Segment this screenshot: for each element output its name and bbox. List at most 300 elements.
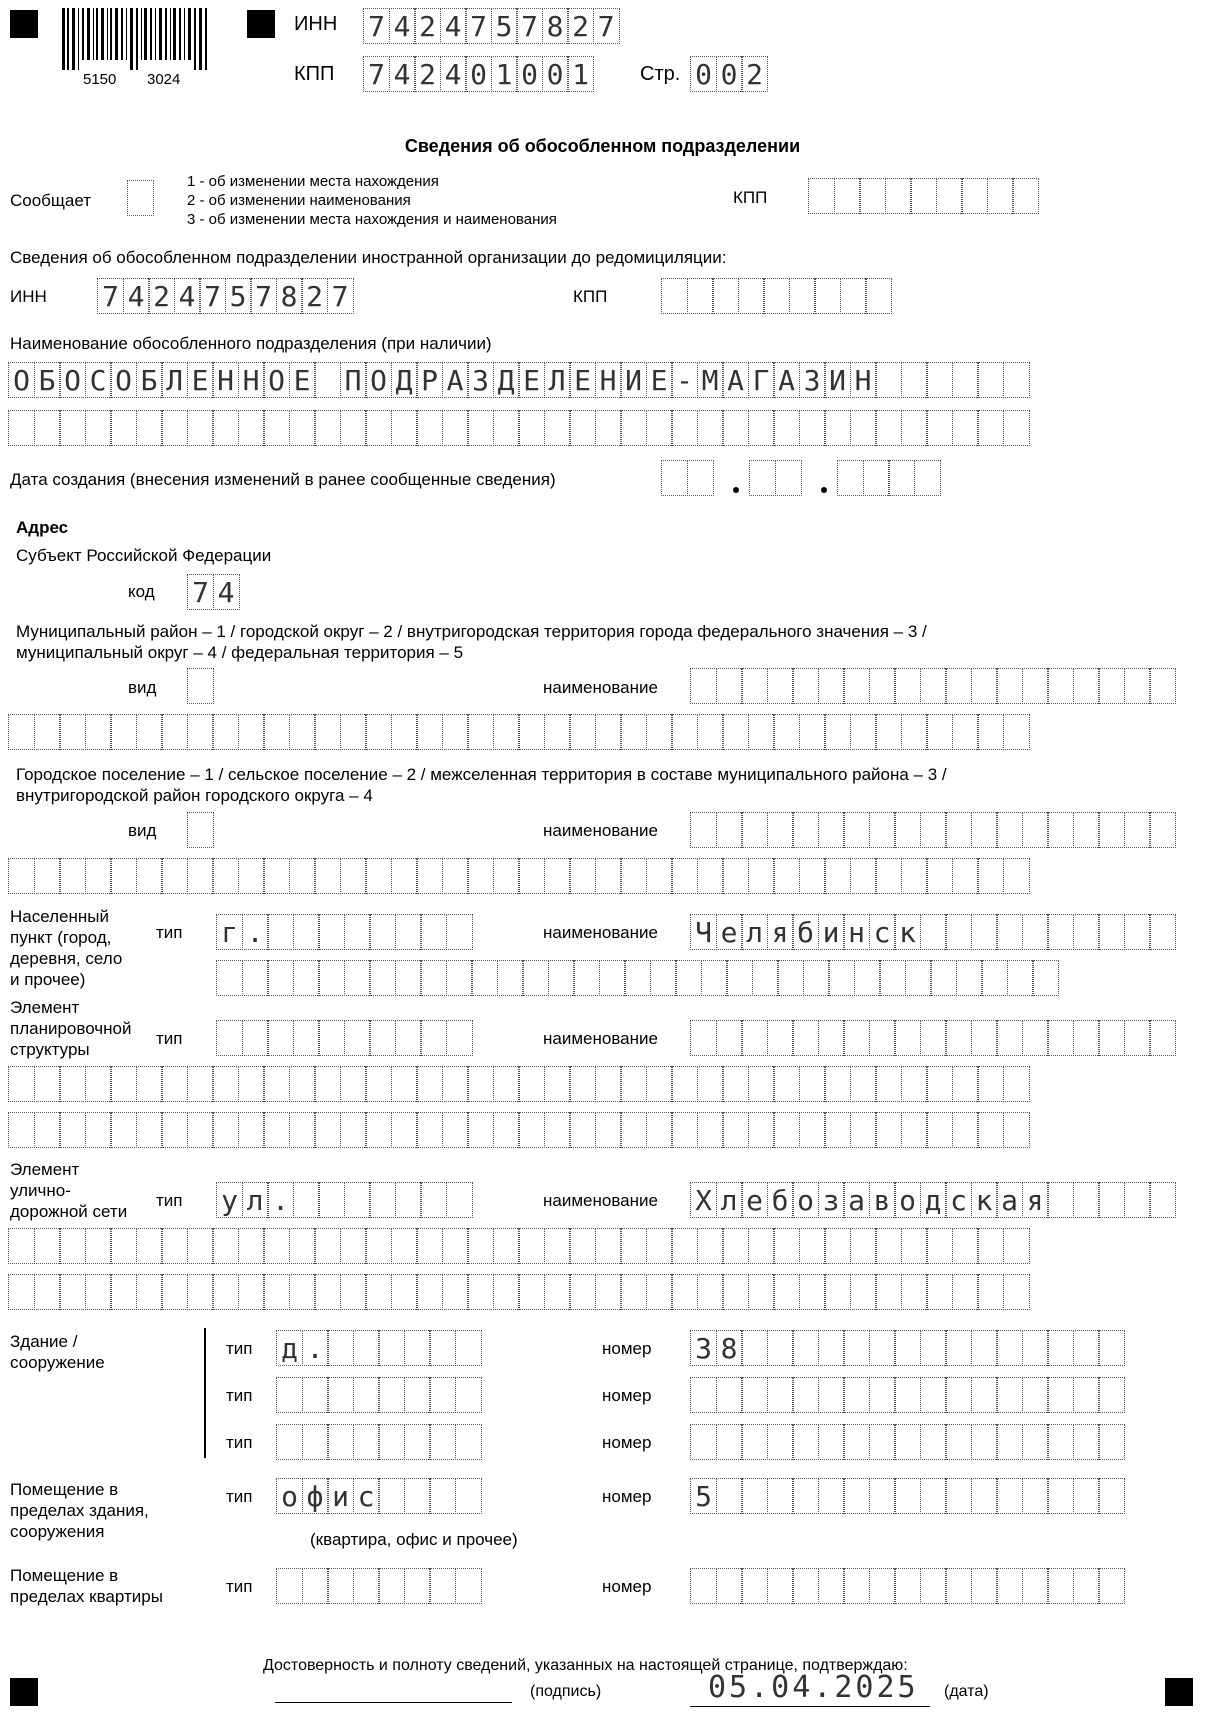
char-cell[interactable] [493,410,520,446]
char-cell[interactable] [467,858,494,894]
char-cell[interactable] [59,1112,86,1148]
char-cell[interactable] [569,1274,596,1310]
char-cell[interactable] [263,1228,290,1264]
char-cell[interactable] [646,1274,673,1310]
char-cell[interactable] [767,1478,794,1514]
char-cell[interactable] [748,1066,775,1102]
char-cell[interactable] [716,1568,743,1604]
char-cell[interactable] [442,410,469,446]
char-cell[interactable]: с [945,1182,972,1218]
char-cell[interactable]: о [276,1478,303,1514]
char-cell[interactable]: О [365,362,392,398]
char-cell[interactable] [818,1330,845,1366]
char-cell[interactable]: 0 [716,56,743,92]
char-cell[interactable] [690,812,717,848]
char-cell[interactable] [344,914,371,950]
char-cell[interactable] [824,1066,851,1102]
char-cell[interactable] [187,668,214,704]
char-cell[interactable] [840,278,867,314]
date-day-cells[interactable] [661,460,712,496]
char-cell[interactable] [1022,1330,1049,1366]
char-cell[interactable] [136,1112,163,1148]
char-cell[interactable] [1047,1020,1074,1056]
char-cell[interactable] [136,714,163,750]
char-cell[interactable] [1098,812,1125,848]
char-cell[interactable] [493,858,520,894]
char-cell[interactable] [276,1377,303,1413]
char-cell[interactable]: а [996,1182,1023,1218]
char-cell[interactable]: г [216,914,243,950]
char-cell[interactable] [391,1274,418,1310]
building-number-cells-1[interactable] [690,1330,1124,1366]
plan-name-row-3[interactable] [8,1112,1028,1148]
locality-name-row-1[interactable] [690,914,1175,950]
char-cell[interactable] [920,1478,947,1514]
char-cell[interactable] [544,858,571,894]
street-name-row-3[interactable] [8,1274,1028,1310]
char-cell[interactable]: И [824,362,851,398]
char-cell[interactable] [799,1228,826,1264]
char-cell[interactable] [981,960,1008,996]
char-cell[interactable] [808,178,835,214]
char-cell[interactable] [34,858,61,894]
char-cell[interactable] [518,410,545,446]
char-cell[interactable] [741,1424,768,1460]
char-cell[interactable] [926,1274,953,1310]
char-cell[interactable] [748,1228,775,1264]
char-cell[interactable] [977,410,1004,446]
char-cell[interactable] [365,1274,392,1310]
char-cell[interactable] [110,858,137,894]
char-cell[interactable]: л [716,1182,743,1218]
char-cell[interactable]: 7 [465,8,492,44]
char-cell[interactable]: с [353,1478,380,1514]
char-cell[interactable] [212,410,239,446]
char-cell[interactable]: - [671,362,698,398]
char-cell[interactable] [777,960,804,996]
char-cell[interactable] [493,1112,520,1148]
char-cell[interactable] [716,1478,743,1514]
char-cell[interactable] [850,1228,877,1264]
char-cell[interactable]: Е [646,362,673,398]
char-cell[interactable]: 7 [363,56,390,92]
char-cell[interactable] [518,1228,545,1264]
municipal-kind-cell[interactable] [187,668,213,704]
char-cell[interactable]: Е [289,362,316,398]
reports-cell[interactable] [127,180,153,216]
char-cell[interactable]: а [843,1182,870,1218]
char-cell[interactable] [996,1568,1023,1604]
char-cell[interactable] [395,960,422,996]
char-cell[interactable] [369,1182,396,1218]
char-cell[interactable] [996,914,1023,950]
char-cell[interactable]: 2 [741,56,768,92]
char-cell[interactable] [1124,1182,1151,1218]
char-cell[interactable] [850,714,877,750]
char-cell[interactable] [789,278,816,314]
char-cell[interactable] [1098,1020,1125,1056]
char-cell[interactable] [1047,812,1074,848]
char-cell[interactable] [716,1377,743,1413]
char-cell[interactable] [518,858,545,894]
char-cell[interactable]: Д [493,362,520,398]
char-cell[interactable] [716,812,743,848]
char-cell[interactable] [569,858,596,894]
char-cell[interactable] [110,1066,137,1102]
char-cell[interactable] [850,1112,877,1148]
char-cell[interactable] [773,858,800,894]
char-cell[interactable] [1003,1112,1030,1148]
char-cell[interactable] [365,1228,392,1264]
char-cell[interactable] [741,1330,768,1366]
char-cell[interactable]: И [620,362,647,398]
street-name-row-2[interactable] [8,1228,1028,1264]
foreign-kpp-cells[interactable] [661,278,891,314]
char-cell[interactable] [344,1020,371,1056]
char-cell[interactable] [773,1274,800,1310]
char-cell[interactable] [289,858,316,894]
char-cell[interactable] [34,1274,61,1310]
char-cell[interactable] [1073,1377,1100,1413]
char-cell[interactable] [646,858,673,894]
char-cell[interactable] [110,1228,137,1264]
char-cell[interactable] [1032,960,1059,996]
char-cell[interactable] [522,960,549,996]
char-cell[interactable] [885,178,912,214]
char-cell[interactable] [767,1424,794,1460]
char-cell[interactable] [1098,1424,1125,1460]
char-cell[interactable] [216,960,243,996]
char-cell[interactable] [289,1066,316,1102]
char-cell[interactable] [920,1568,947,1604]
char-cell[interactable]: 7 [250,278,277,314]
char-cell[interactable] [136,858,163,894]
char-cell[interactable] [212,1112,239,1148]
char-cell[interactable]: З [467,362,494,398]
char-cell[interactable] [446,960,473,996]
char-cell[interactable] [391,410,418,446]
char-cell[interactable] [1003,714,1030,750]
char-cell[interactable] [1003,858,1030,894]
char-cell[interactable] [620,858,647,894]
char-cell[interactable] [340,1066,367,1102]
char-cell[interactable]: 8 [542,8,569,44]
char-cell[interactable] [544,714,571,750]
char-cell[interactable]: 4 [389,56,416,92]
char-cell[interactable] [952,858,979,894]
char-cell[interactable] [843,668,870,704]
char-cell[interactable]: е [741,1182,768,1218]
char-cell[interactable] [1149,812,1176,848]
char-cell[interactable] [748,1274,775,1310]
char-cell[interactable] [741,1377,768,1413]
char-cell[interactable] [365,858,392,894]
char-cell[interactable] [901,858,928,894]
char-cell[interactable]: с [869,914,896,950]
char-cell[interactable] [824,714,851,750]
char-cell[interactable] [391,1112,418,1148]
char-cell[interactable] [242,1020,269,1056]
char-cell[interactable] [1073,1020,1100,1056]
char-cell[interactable] [8,1274,35,1310]
char-cell[interactable] [818,812,845,848]
char-cell[interactable] [161,410,188,446]
char-cell[interactable] [701,960,728,996]
char-cell[interactable] [799,1274,826,1310]
char-cell[interactable] [136,1274,163,1310]
char-cell[interactable] [646,1112,673,1148]
char-cell[interactable] [318,914,345,950]
char-cell[interactable] [238,410,265,446]
char-cell[interactable] [429,1478,456,1514]
char-cell[interactable] [869,1020,896,1056]
char-cell[interactable] [650,960,677,996]
char-cell[interactable] [161,714,188,750]
char-cell[interactable] [926,714,953,750]
char-cell[interactable] [573,960,600,996]
char-cell[interactable] [212,714,239,750]
char-cell[interactable]: е [716,914,743,950]
char-cell[interactable] [1022,1478,1049,1514]
char-cell[interactable] [1149,914,1176,950]
char-cell[interactable]: в [869,1182,896,1218]
char-cell[interactable] [767,1377,794,1413]
char-cell[interactable] [952,1228,979,1264]
char-cell[interactable] [416,714,443,750]
char-cell[interactable] [1149,1020,1176,1056]
char-cell[interactable] [901,1274,928,1310]
char-cell[interactable] [395,914,422,950]
char-cell[interactable] [293,1020,320,1056]
char-cell[interactable] [1073,1330,1100,1366]
char-cell[interactable] [497,960,524,996]
premises-type-cells[interactable] [276,1478,480,1514]
char-cell[interactable] [875,714,902,750]
char-cell[interactable] [824,410,851,446]
char-cell[interactable] [8,714,35,750]
char-cell[interactable]: С [85,362,112,398]
char-cell[interactable] [834,178,861,214]
char-cell[interactable] [420,1182,447,1218]
char-cell[interactable] [818,1377,845,1413]
char-cell[interactable] [773,714,800,750]
char-cell[interactable] [726,960,753,996]
char-cell[interactable] [971,1478,998,1514]
char-cell[interactable]: Е [187,362,214,398]
char-cell[interactable] [828,960,855,996]
char-cell[interactable] [8,1228,35,1264]
char-cell[interactable] [1047,1568,1074,1604]
char-cell[interactable] [875,1228,902,1264]
char-cell[interactable] [8,1066,35,1102]
char-cell[interactable] [818,1020,845,1056]
char-cell[interactable] [34,1228,61,1264]
char-cell[interactable] [901,1112,928,1148]
foreign-inn-cells[interactable] [97,278,352,314]
char-cell[interactable] [620,410,647,446]
char-cell[interactable] [945,812,972,848]
char-cell[interactable] [843,1020,870,1056]
char-cell[interactable] [378,1478,405,1514]
char-cell[interactable] [749,460,776,496]
char-cell[interactable] [767,1330,794,1366]
char-cell[interactable] [314,858,341,894]
char-cell[interactable] [875,1274,902,1310]
char-cell[interactable] [646,410,673,446]
char-cell[interactable] [687,278,714,314]
char-cell[interactable] [110,1274,137,1310]
char-cell[interactable] [1124,812,1151,848]
char-cell[interactable] [945,1424,972,1460]
char-cell[interactable] [690,1377,717,1413]
char-cell[interactable] [353,1424,380,1460]
char-cell[interactable]: 4 [213,574,240,610]
char-cell[interactable] [302,1568,329,1604]
char-cell[interactable] [302,1424,329,1460]
char-cell[interactable] [926,1112,953,1148]
char-cell[interactable] [690,1020,717,1056]
char-cell[interactable] [920,668,947,704]
char-cell[interactable]: 8 [716,1330,743,1366]
building-number-cells-3[interactable] [690,1424,1124,1460]
char-cell[interactable]: л [242,1182,269,1218]
char-cell[interactable] [863,460,890,496]
char-cell[interactable] [1098,1182,1125,1218]
char-cell[interactable]: Н [238,362,265,398]
char-cell[interactable]: . [267,1182,294,1218]
char-cell[interactable] [824,1274,851,1310]
char-cell[interactable]: 2 [301,278,328,314]
char-cell[interactable]: 1 [491,56,518,92]
char-cell[interactable] [136,410,163,446]
char-cell[interactable] [340,1228,367,1264]
char-cell[interactable] [799,410,826,446]
char-cell[interactable] [818,1478,845,1514]
char-cell[interactable] [697,1274,724,1310]
char-cell[interactable]: Х [690,1182,717,1218]
char-cell[interactable] [996,1330,1023,1366]
char-cell[interactable] [901,362,928,398]
char-cell[interactable] [340,714,367,750]
char-cell[interactable] [518,1066,545,1102]
char-cell[interactable] [824,1112,851,1148]
char-cell[interactable] [455,1377,482,1413]
char-cell[interactable] [901,410,928,446]
char-cell[interactable] [395,1020,422,1056]
char-cell[interactable] [404,1568,431,1604]
char-cell[interactable] [242,960,269,996]
char-cell[interactable] [395,1182,422,1218]
char-cell[interactable] [276,1568,303,1604]
inn-cells[interactable] [363,8,618,44]
char-cell[interactable] [926,362,953,398]
char-cell[interactable] [467,410,494,446]
building-number-cells-2[interactable] [690,1377,1124,1413]
char-cell[interactable] [697,1228,724,1264]
char-cell[interactable]: Б [34,362,61,398]
char-cell[interactable] [722,714,749,750]
char-cell[interactable] [569,1066,596,1102]
char-cell[interactable] [518,714,545,750]
char-cell[interactable] [996,812,1023,848]
char-cell[interactable] [263,1274,290,1310]
char-cell[interactable] [920,1424,947,1460]
char-cell[interactable] [467,1274,494,1310]
char-cell[interactable] [467,714,494,750]
char-cell[interactable] [799,714,826,750]
char-cell[interactable]: 5 [225,278,252,314]
char-cell[interactable] [952,1066,979,1102]
char-cell[interactable] [267,960,294,996]
char-cell[interactable] [544,1274,571,1310]
char-cell[interactable] [8,858,35,894]
char-cell[interactable] [741,1568,768,1604]
char-cell[interactable] [289,1112,316,1148]
char-cell[interactable]: и [327,1478,354,1514]
char-cell[interactable]: 7 [327,278,354,314]
char-cell[interactable] [455,1478,482,1514]
char-cell[interactable] [996,1377,1023,1413]
char-cell[interactable] [391,714,418,750]
char-cell[interactable] [293,960,320,996]
name-row-1[interactable] [8,362,1028,398]
char-cell[interactable] [595,714,622,750]
char-cell[interactable] [773,1228,800,1264]
char-cell[interactable] [161,1274,188,1310]
char-cell[interactable] [289,1274,316,1310]
char-cell[interactable] [824,1228,851,1264]
char-cell[interactable] [671,1228,698,1264]
building-type-cells-1[interactable] [276,1330,480,1366]
char-cell[interactable] [353,1330,380,1366]
char-cell[interactable]: з [818,1182,845,1218]
char-cell[interactable] [843,1377,870,1413]
char-cell[interactable]: о [792,1182,819,1218]
char-cell[interactable]: З [799,362,826,398]
char-cell[interactable] [712,278,739,314]
char-cell[interactable] [238,714,265,750]
char-cell[interactable]: Л [161,362,188,398]
char-cell[interactable] [1073,1478,1100,1514]
char-cell[interactable]: 3 [690,1330,717,1366]
char-cell[interactable] [595,858,622,894]
char-cell[interactable] [977,858,1004,894]
char-cell[interactable] [340,1112,367,1148]
char-cell[interactable] [936,178,963,214]
char-cell[interactable] [894,1330,921,1366]
char-cell[interactable] [378,1568,405,1604]
char-cell[interactable]: 7 [593,8,620,44]
char-cell[interactable] [365,410,392,446]
char-cell[interactable] [85,410,112,446]
char-cell[interactable] [748,410,775,446]
date-year-cells[interactable] [837,460,939,496]
char-cell[interactable] [314,1274,341,1310]
char-cell[interactable] [110,714,137,750]
char-cell[interactable] [690,1424,717,1460]
char-cell[interactable] [752,960,779,996]
char-cell[interactable] [1022,1377,1049,1413]
char-cell[interactable] [1047,1182,1074,1218]
char-cell[interactable]: 7 [516,8,543,44]
char-cell[interactable] [353,1568,380,1604]
char-cell[interactable]: Е [569,362,596,398]
char-cell[interactable] [1047,1478,1074,1514]
char-cell[interactable] [391,1066,418,1102]
char-cell[interactable] [340,410,367,446]
char-cell[interactable] [773,1066,800,1102]
char-cell[interactable] [1022,1424,1049,1460]
